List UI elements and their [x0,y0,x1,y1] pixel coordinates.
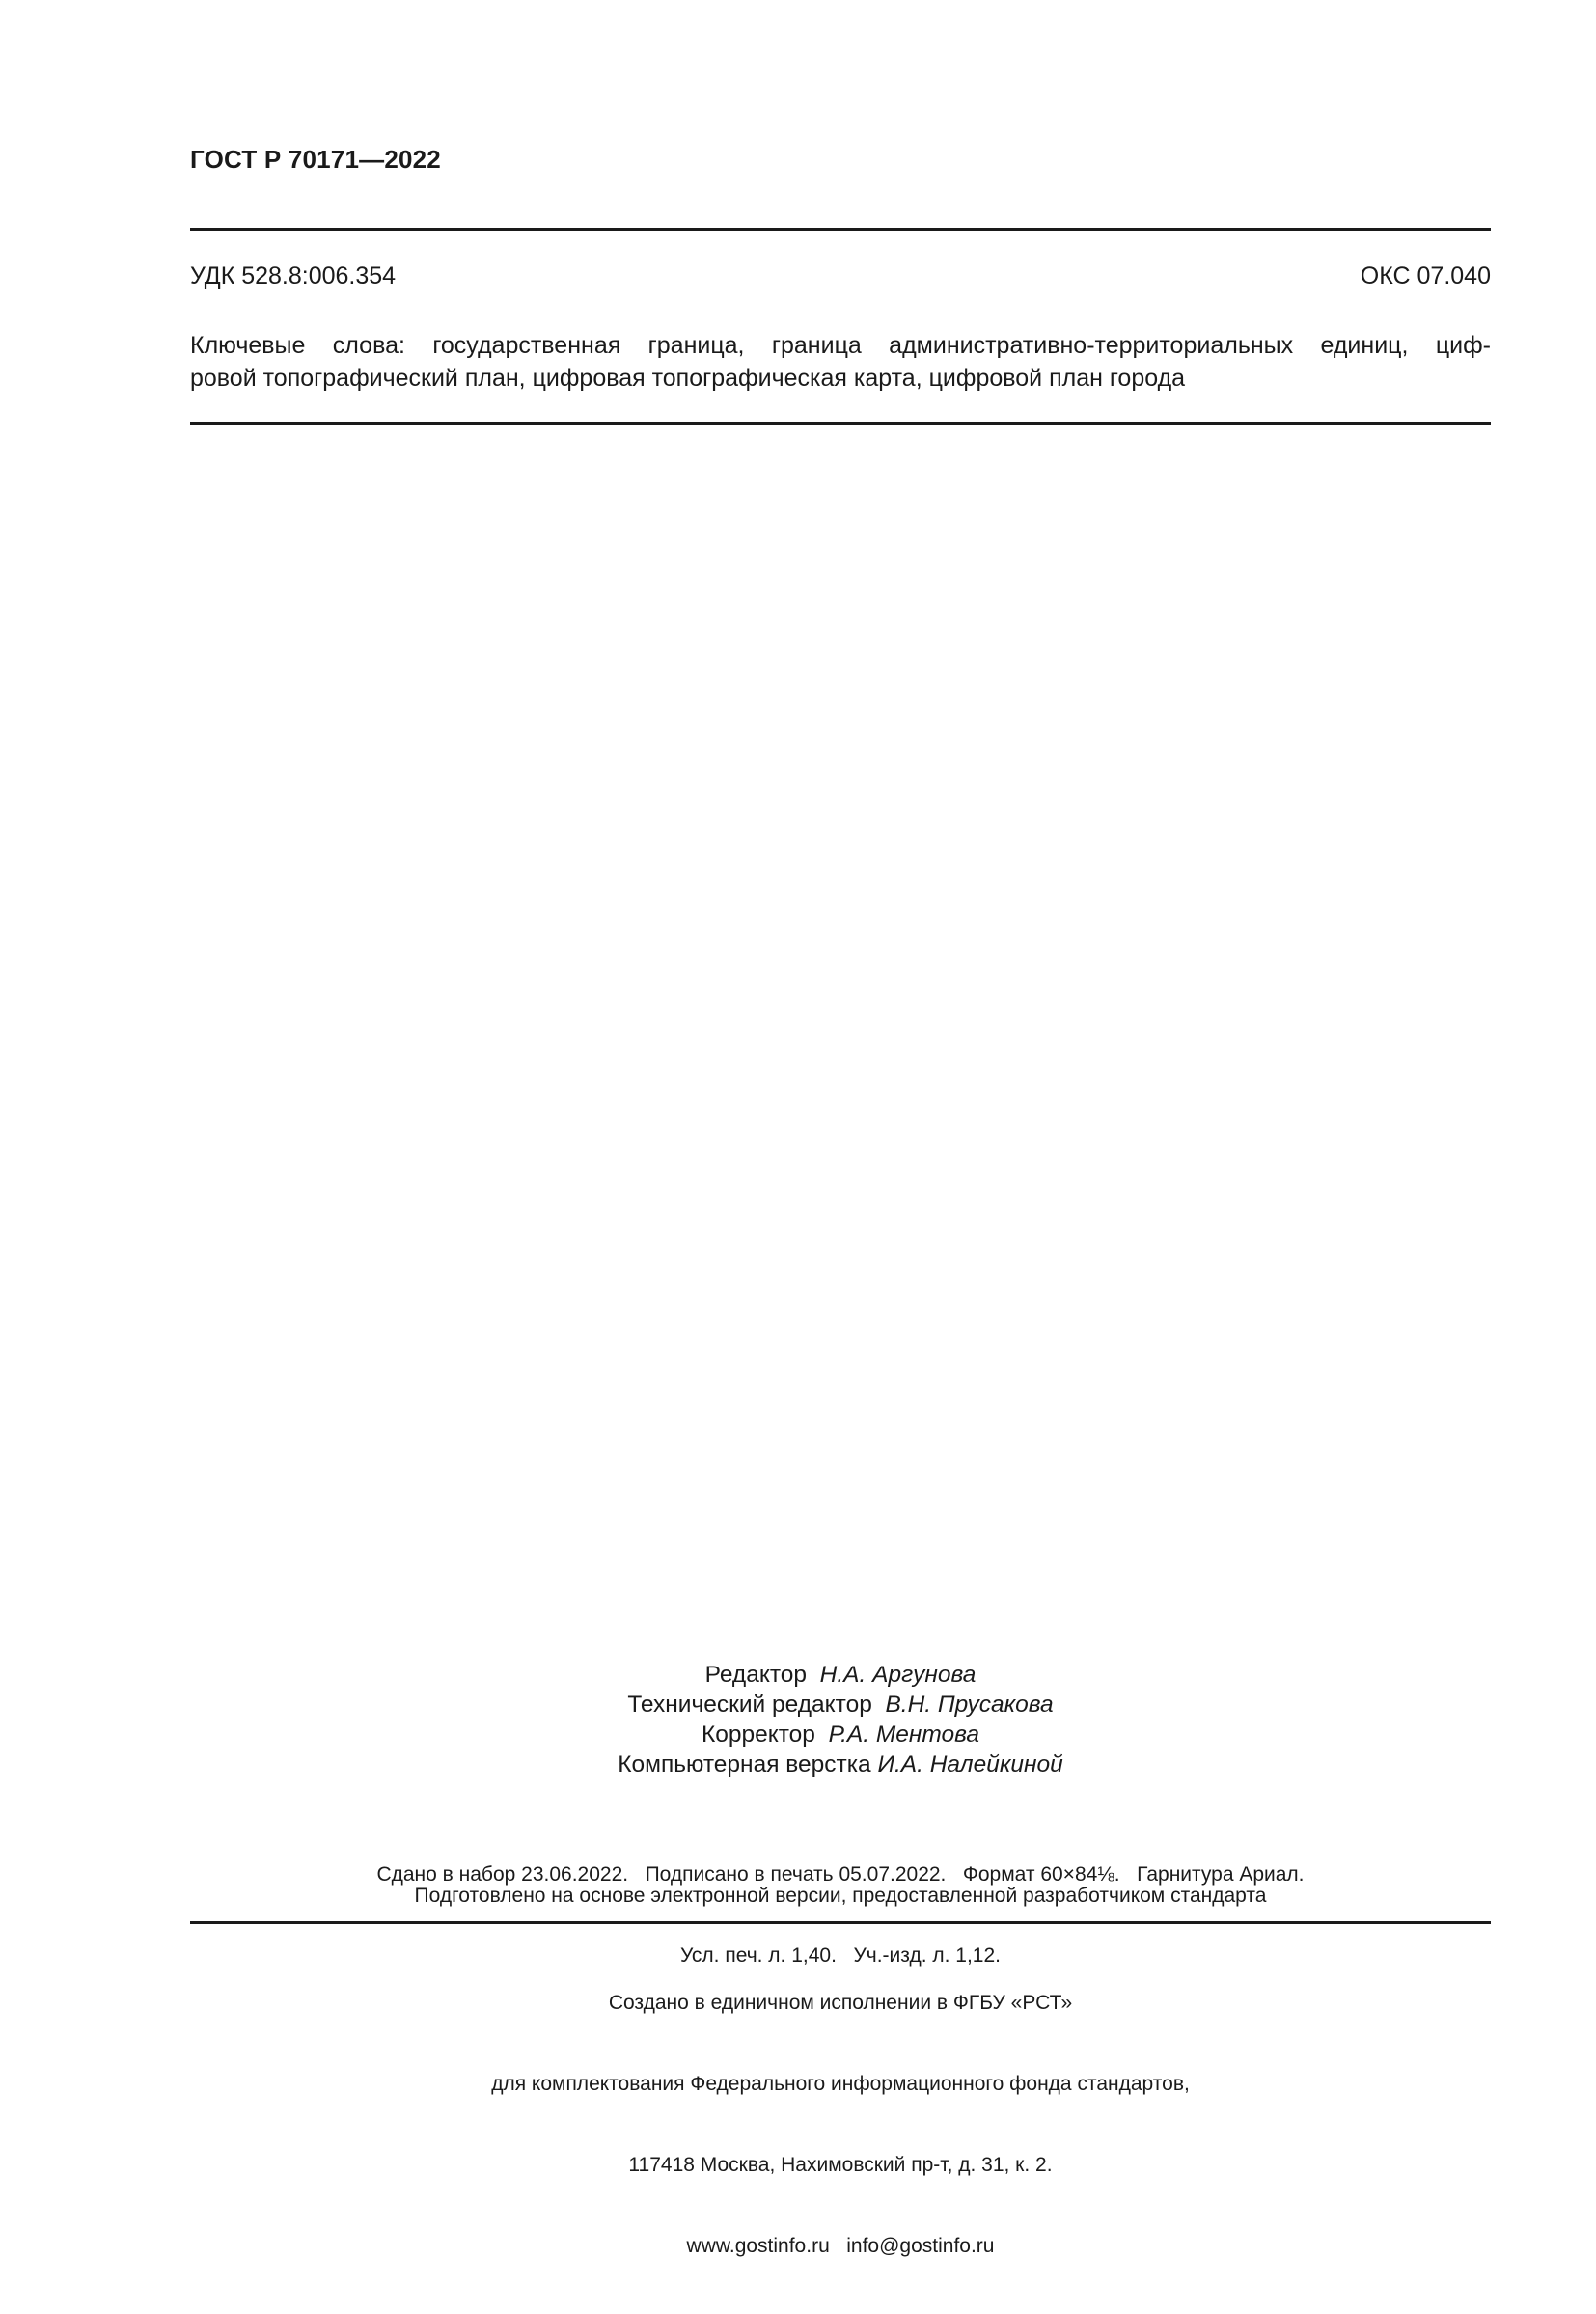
staff-row-technical-editor [190,1690,1491,1720]
staff-name: Р.А. Ментова [828,1722,980,1748]
prepared-note: Подготовлено на основе электронной версии, предоставленной разработчиком стандарта [414,1885,1267,1907]
staff-role: Технический редактор [627,1692,872,1718]
staff-name: Н.А. Аргунова [819,1662,977,1688]
imprint-line: Сдано в набор 23.06.2022. Подписано в печать 05.07.2022. Формат 60×84⅛. Гарнитура Ариал. [376,1863,1305,1886]
staff-row-proofreader [190,1720,1491,1749]
document-code: ГОСТ Р 70171—2022 [190,145,441,174]
footer-divider [190,1921,1491,1924]
imprint-line: Усл. печ. л. 1,40. Уч.-изд. л. 1,12. [679,1944,1001,1967]
publisher-info [190,1936,1491,2314]
staff-row-editor [190,1660,1491,1690]
keywords-block [190,329,1491,395]
staff-role: Корректор [701,1722,815,1748]
oks-code: ОКС 07.040 [1360,262,1491,289]
staff-name: И.А. Налейкиной [877,1751,1063,1777]
top-divider [190,228,1491,231]
udk-code: УДК 528.8:006.354 [190,262,397,289]
publisher-contacts: www.gostinfo.ru info@gostinfo.ru [686,2235,995,2257]
staff-row-layout [190,1749,1491,1779]
staff-credits [190,1660,1491,1779]
publisher-line: для комплектования Федерального информационного фонда стандартов, [491,2073,1190,2095]
keywords-divider [190,422,1491,425]
keywords-line: Ключевые слова: государственная граница, граница административно-территориальных единиц, циф- [190,332,1491,359]
staff-role: Компьютерная верстка [618,1751,871,1777]
staff-name: В.Н. Прусакова [885,1692,1054,1718]
staff-role: Редактор [704,1662,808,1688]
publisher-address: 117418 Москва, Нахимовский пр-т, д. 31, к. 2. [628,2154,1053,2176]
publisher-line: Создано в единичном исполнении в ФГБУ «РСТ» [608,1992,1073,2014]
keywords-line: ровой топографический план, цифровая топографическая карта, цифровой план города [190,365,1186,392]
